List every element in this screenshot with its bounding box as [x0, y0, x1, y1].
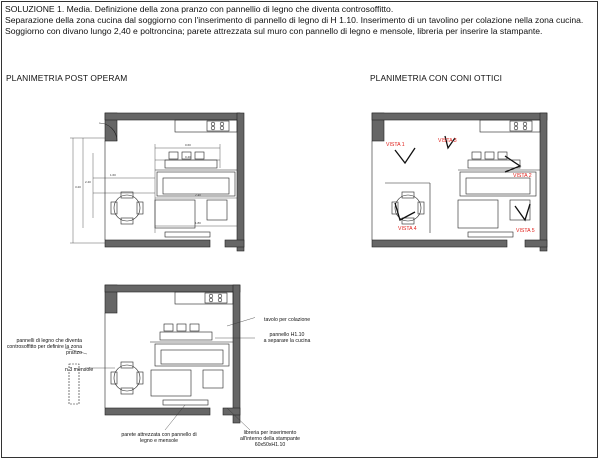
heading-coni-ottici: PLANIMETRIA CON CONI OTTICI: [370, 73, 503, 83]
vista-5-label: VISTA 5: [516, 228, 535, 234]
heading-post-operam: PLANIMETRIA POST OPERAM: [6, 73, 128, 83]
note-mensole: n.3 mensole: [65, 367, 94, 373]
vista-2-label: VISTA 2: [513, 173, 532, 179]
plan-annotated: [55, 280, 255, 430]
note-pannello-h-line2: a separare la cucina: [263, 338, 311, 344]
note-libreria: [232, 430, 308, 448]
note-parete-attrezzata: parete attrezzata con pannello di legno e mensole: [121, 432, 197, 444]
vista-3-label: VISTA 3: [438, 138, 457, 144]
svg-text:2.40: 2.40: [195, 193, 201, 197]
svg-text:2.40: 2.40: [85, 180, 91, 184]
svg-text:1.80: 1.80: [195, 221, 201, 225]
intro-line-1: SOLUZIONE 1. Media. Definizione della zona pranzo con pannellio di legno che diventa controsoffitto.: [5, 4, 394, 14]
svg-text:1.60: 1.60: [110, 173, 116, 177]
note-tavolo-colazione: tavolo per colazione: [264, 317, 311, 323]
note-pannello-h: [246, 332, 328, 344]
plan-post-operam: [55, 108, 255, 258]
plan-coni-ottici: [360, 108, 560, 258]
svg-text:0.40: 0.40: [185, 155, 191, 159]
intro-line-2: Separazione della zona cucina dal soggiorno con l'inserimento di pannello di legno di H 1.10. Inserimento di un tavolino per colazione nella zona cucina. Soggiorno con divano lungo 2,40 e poltroncina; parete attrezzata sul muro con pannello di legno e mensole, libreria per inserire la stampante.: [5, 15, 584, 36]
vista-4-label: VISTA 4: [398, 226, 417, 232]
svg-text:0.60: 0.60: [185, 143, 191, 147]
intro-text: [5, 4, 595, 37]
note-libreria-text: libreria per inserimento all'interno della stampante: [239, 430, 301, 442]
note-pannello-h-line1: pannello H1.10: [269, 332, 305, 338]
note-pannelli-legno: pannelli di legno che diventa controsoffitto per definire la zona pranzo: [6, 338, 82, 356]
vista-1-label: VISTA 1: [386, 142, 405, 148]
svg-text:3.20: 3.20: [75, 185, 81, 189]
note-libreria-dim: 60x50xH1.10: [254, 442, 286, 448]
